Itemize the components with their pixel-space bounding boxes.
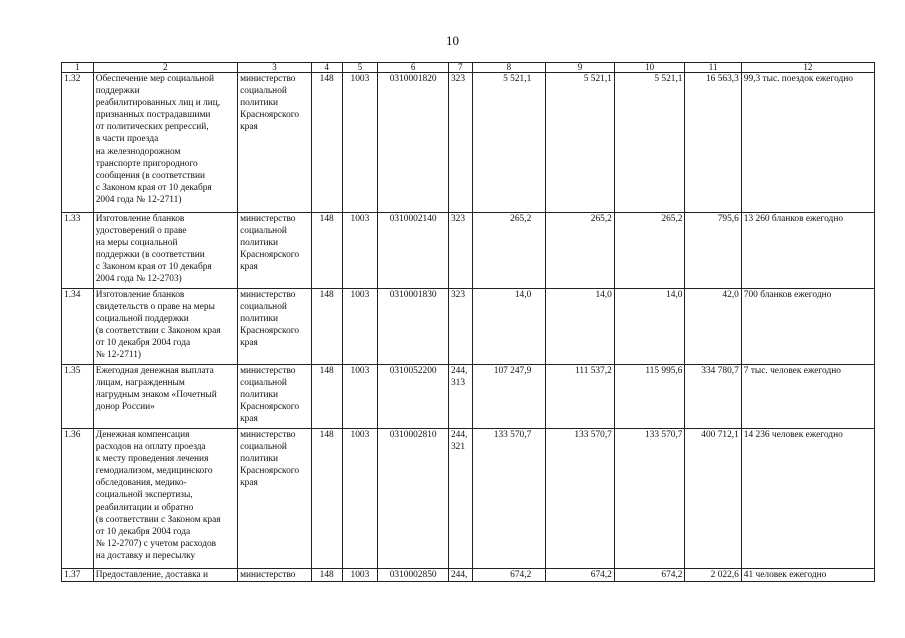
value-col-8: 5 521,1: [472, 73, 546, 213]
value-col-9: 674,2: [546, 569, 615, 582]
value-col-10: 674,2: [614, 569, 685, 582]
value-col-11: 334 780,7: [685, 365, 741, 429]
code-col-5: 1003: [342, 365, 378, 429]
col-header-10: 10: [614, 63, 685, 73]
code-col-6: 0310002810: [378, 429, 449, 569]
row-number: 1.34: [62, 289, 94, 365]
value-col-11: 2 022,6: [685, 569, 741, 582]
value-col-11: 795,6: [685, 213, 741, 289]
code-col-4: 148: [311, 73, 342, 213]
value-col-8: 107 247,9: [472, 365, 546, 429]
value-col-11: 16 563,3: [685, 73, 741, 213]
table-row: [62, 365, 875, 429]
code-col-4: 148: [311, 213, 342, 289]
value-col-11: 42,0: [685, 289, 741, 365]
code-col-6: 0310052200: [378, 365, 449, 429]
value-col-10: 14,0: [614, 289, 685, 365]
responsible-ministry: министерство социальной политики Красноярского края: [238, 73, 312, 213]
table-row: [62, 429, 875, 569]
col-header-12: 12: [741, 63, 874, 73]
code-col-6: 0310001830: [378, 289, 449, 365]
value-col-8: 674,2: [472, 569, 546, 582]
row-number: 1.32: [62, 73, 94, 213]
result-note: 13 260 бланков ежегодно: [741, 213, 874, 289]
value-col-10: 265,2: [614, 213, 685, 289]
row-number: 1.33: [62, 213, 94, 289]
responsible-ministry: министерство социальной политики Красноярского края: [238, 213, 312, 289]
code-col-7: 323: [448, 73, 472, 213]
code-col-7: 244,: [448, 569, 472, 582]
result-note: 700 бланков ежегодно: [741, 289, 874, 365]
code-col-4: 148: [311, 429, 342, 569]
row-number: 1.36: [62, 429, 94, 569]
header-row: [62, 63, 875, 73]
code-col-7: 244, 313: [448, 365, 472, 429]
col-header-2: 2: [93, 63, 237, 73]
value-col-9: 265,2: [546, 213, 615, 289]
col-header-6: 6: [378, 63, 449, 73]
responsible-ministry: министерство социальной политики Красноярского края: [238, 429, 312, 569]
value-col-9: 5 521,1: [546, 73, 615, 213]
col-header-4: 4: [311, 63, 342, 73]
value-col-8: 265,2: [472, 213, 546, 289]
result-note: 99,3 тыс. поездок ежегодно: [741, 73, 874, 213]
code-col-4: 148: [311, 365, 342, 429]
table-row: [62, 213, 875, 289]
result-note: 7 тыс. человек ежегодно: [741, 365, 874, 429]
value-col-8: 14,0: [472, 289, 546, 365]
responsible-ministry: министерство: [238, 569, 312, 582]
code-col-6: 0310001820: [378, 73, 449, 213]
col-header-1: 1: [62, 63, 94, 73]
code-col-7: 323: [448, 289, 472, 365]
measure-description: Ежегодная денежная выплата лицам, награжденным нагрудным знаком «Почетный донор России»: [93, 365, 237, 429]
row-number: 1.35: [62, 365, 94, 429]
budget-table: [61, 62, 875, 582]
value-col-10: 115 995,6: [614, 365, 685, 429]
responsible-ministry: министерство социальной политики Красноярского края: [238, 289, 312, 365]
page-number: 10: [446, 33, 459, 48]
measure-description: Изготовление бланков свидетельств о праве на меры социальной поддержки (в соответствии с Законом края от 10 декабря 2004 года № 12-2711): [93, 289, 237, 365]
value-col-11: 400 712,1: [685, 429, 741, 569]
code-col-5: 1003: [342, 289, 378, 365]
row-number: 1.37: [62, 569, 94, 582]
responsible-ministry: министерство социальной политики Красноярского края: [238, 365, 312, 429]
code-col-5: 1003: [342, 569, 378, 582]
code-col-5: 1003: [342, 213, 378, 289]
value-col-9: 133 570,7: [546, 429, 615, 569]
table-row: [62, 569, 875, 582]
code-col-7: 244, 321: [448, 429, 472, 569]
measure-description: Денежная компенсация расходов на оплату проезда к месту проведения лечения гемодиализом, медицинского обследования, медико- социальной экспертизы, реабилитации и обратно (в соответствии с Законом края от 10 декабря 2004 года № 12-2707) с учетом расходов на доставку и пересылку: [93, 429, 237, 569]
value-col-10: 5 521,1: [614, 73, 685, 213]
value-col-8: 133 570,7: [472, 429, 546, 569]
col-header-7: 7: [448, 63, 472, 73]
col-header-5: 5: [342, 63, 378, 73]
col-header-3: 3: [238, 63, 312, 73]
col-header-8: 8: [472, 63, 546, 73]
code-col-4: 148: [311, 289, 342, 365]
col-header-9: 9: [546, 63, 615, 73]
result-note: 14 236 человек ежегодно: [741, 429, 874, 569]
code-col-6: 0310002140: [378, 213, 449, 289]
code-col-5: 1003: [342, 73, 378, 213]
code-col-7: 323: [448, 213, 472, 289]
measure-description: Изготовление бланков удостоверений о праве на меры социальной поддержки (в соответствии с Законом края от 10 декабря 2004 года № 12-2703): [93, 213, 237, 289]
result-note: 41 человек ежегодно: [741, 569, 874, 582]
measure-description: Обеспечение мер социальной поддержки реабилитированных лиц и лиц, признанных пострадавшими от политических репрессий, в части проезда на железнодорожном транспорте пригородного сообщения (в соответствии с Законом края от 10 декабря 2004 года № 12-2711): [93, 73, 237, 213]
value-col-9: 14,0: [546, 289, 615, 365]
table-row: [62, 73, 875, 213]
code-col-6: 0310002850: [378, 569, 449, 582]
table-row: [62, 289, 875, 365]
code-col-5: 1003: [342, 429, 378, 569]
value-col-10: 133 570,7: [614, 429, 685, 569]
code-col-4: 148: [311, 569, 342, 582]
col-header-11: 11: [685, 63, 741, 73]
value-col-9: 111 537,2: [546, 365, 615, 429]
measure-description: Предоставление, доставка и: [93, 569, 237, 582]
